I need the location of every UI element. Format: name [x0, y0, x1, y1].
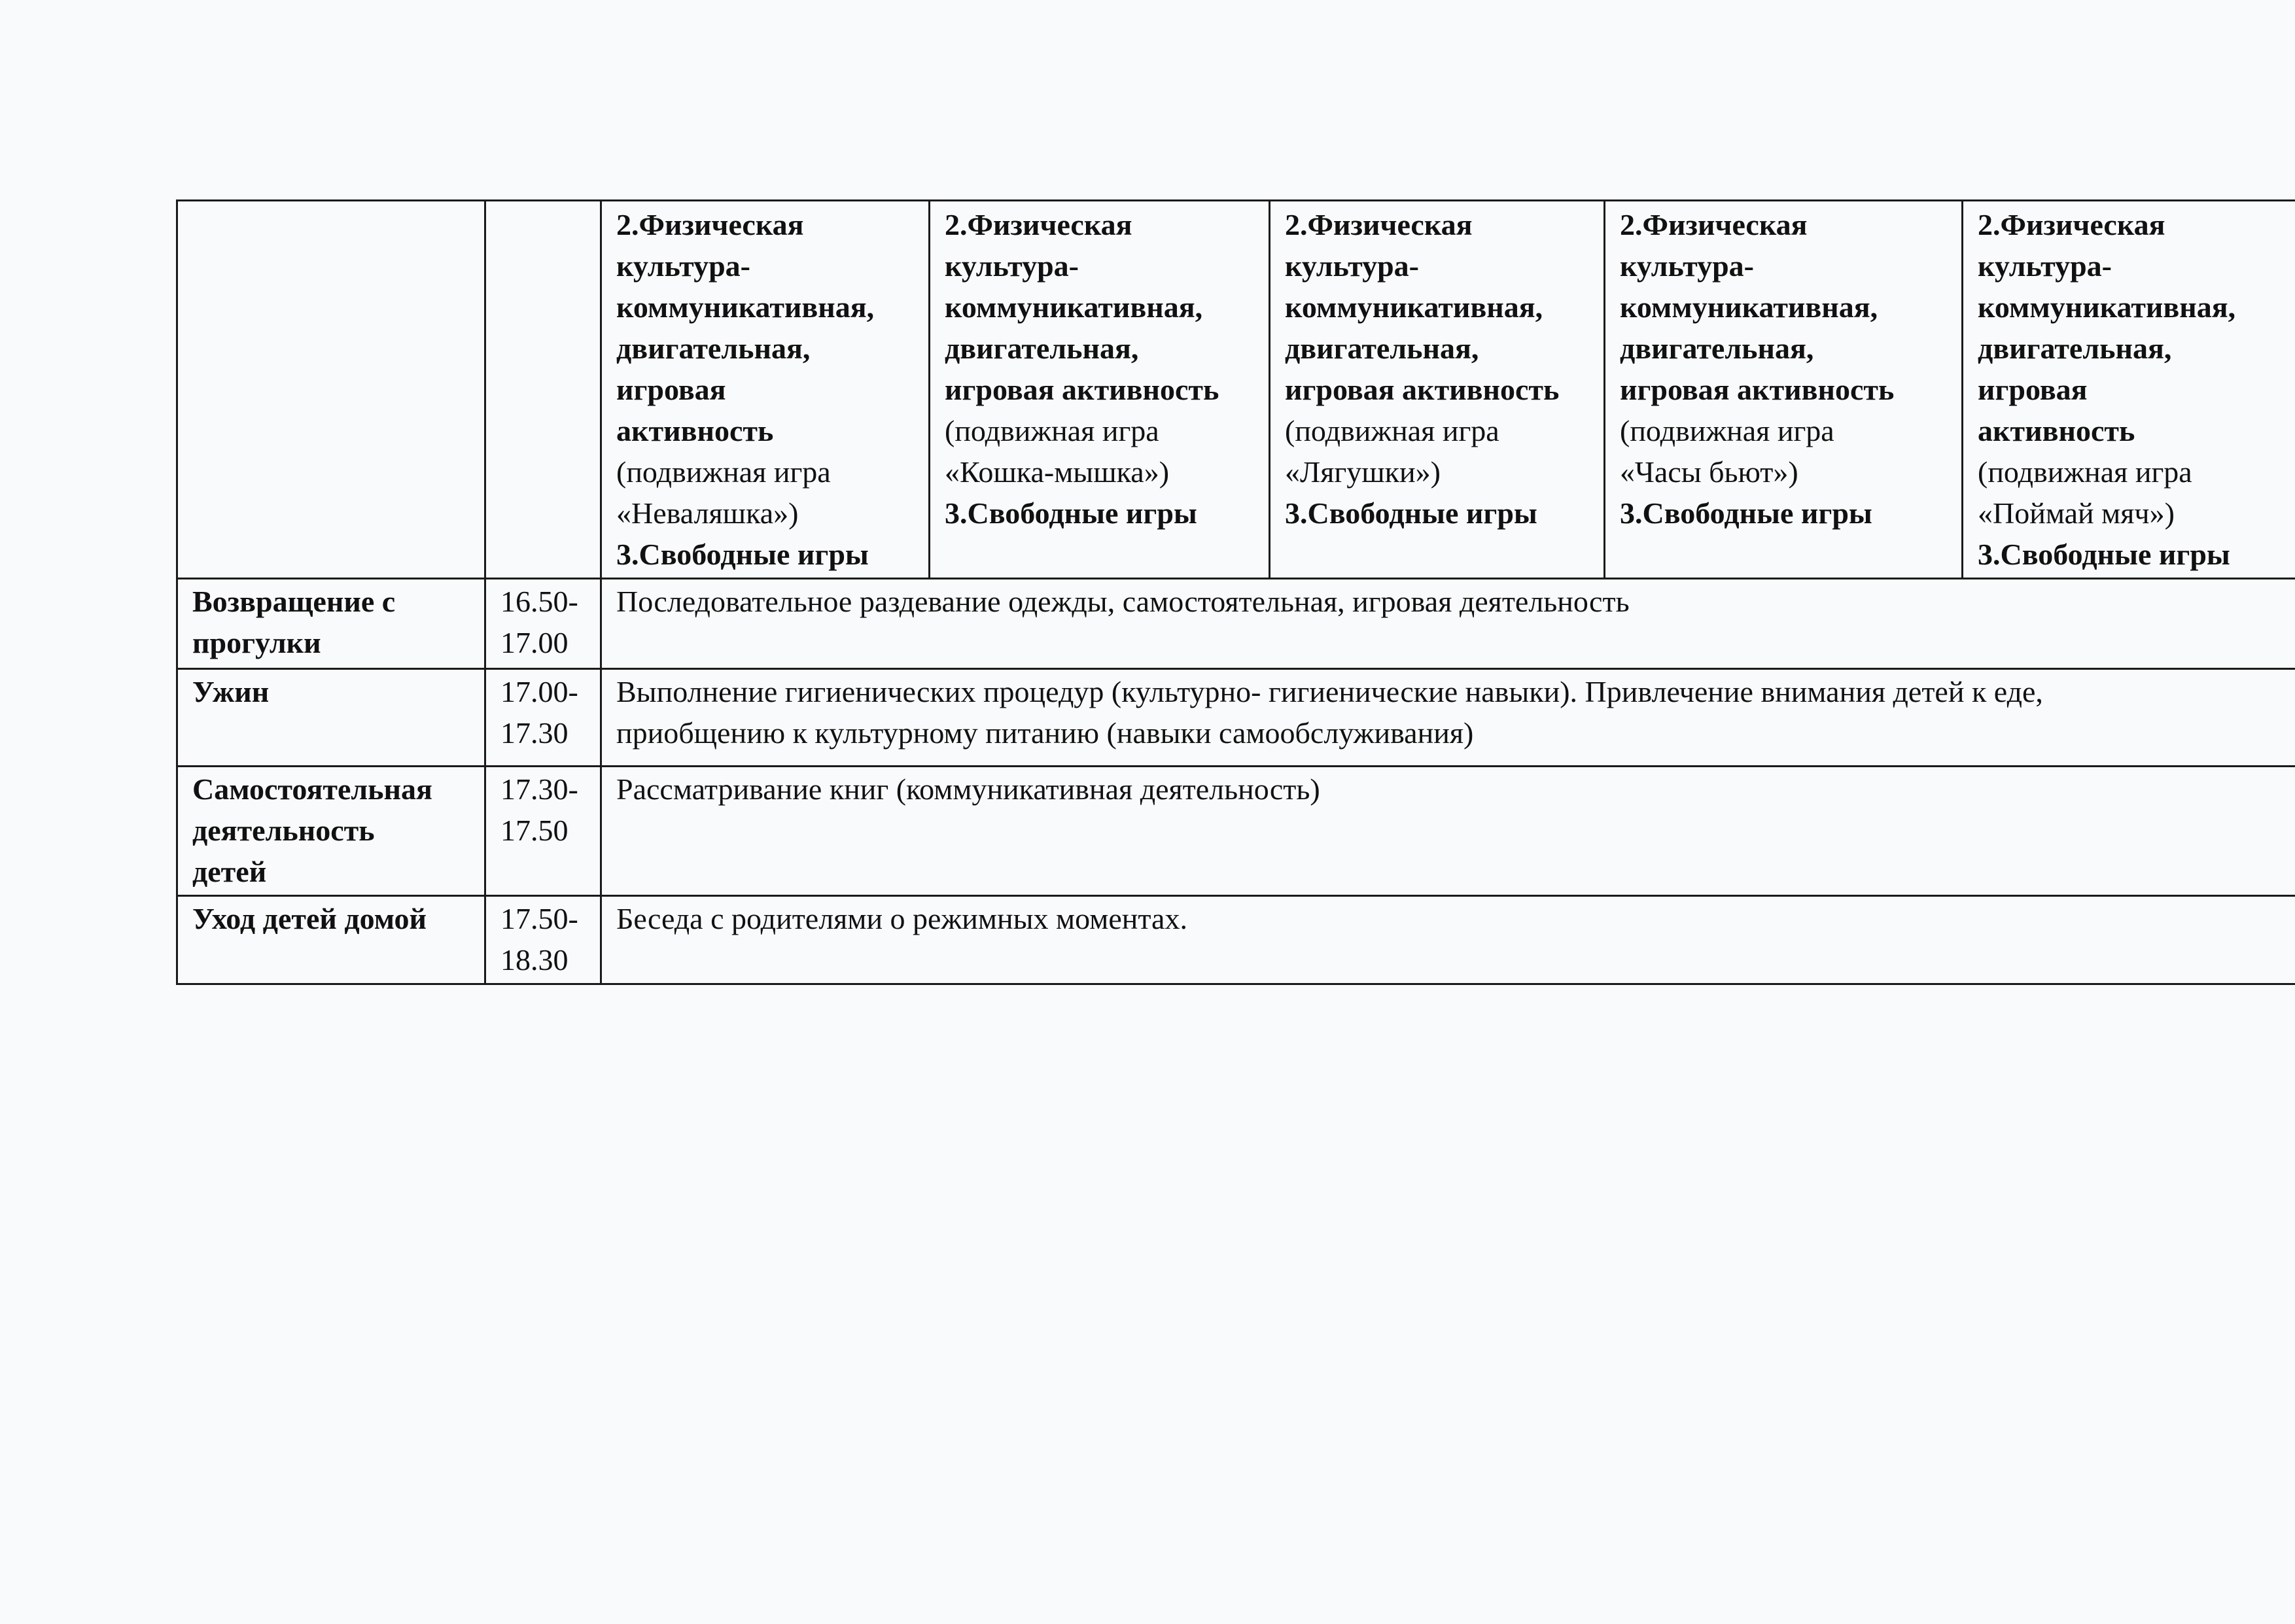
row-content: Беседа с родителями о режимных моментах.: [601, 896, 2295, 984]
row-label: [177, 579, 485, 669]
activity-line: двигательная,: [1620, 332, 1814, 365]
time-start: 17.30-: [500, 772, 578, 806]
row-content: Последовательное раздевание одежды, самостоятельная, игровая деятельность: [601, 579, 2295, 669]
row-content: Рассматривание книг (коммуникативная деятельность): [601, 767, 2295, 896]
row-label: [177, 767, 485, 896]
game-name: «Кошка-мышка»): [945, 455, 1170, 489]
activity-line: коммуникативная,: [1285, 290, 1543, 324]
activity-title: 2.Физическая: [616, 208, 804, 241]
activity-cell-5: [1963, 201, 2295, 579]
activity-line: активность: [616, 414, 774, 447]
game-line: (подвижная игра: [1620, 414, 1834, 447]
activity-line: двигательная,: [1978, 332, 2172, 365]
activity-title: 2.Физическая: [1620, 208, 1808, 241]
row-time: [485, 669, 601, 767]
row-label-line: Самостоятельная: [192, 772, 432, 806]
row-content-line: Выполнение гигиенических процедур (культурно- гигиенические навыки). Привлечение внимания детей к еде,: [616, 675, 2043, 708]
free-games: 3.Свободные игры: [1620, 496, 1872, 530]
activity-cell-4: [1605, 201, 1963, 579]
game-line: (подвижная игра: [945, 414, 1159, 447]
activity-title: 2.Физическая: [1978, 208, 2165, 241]
activity-line: коммуникативная,: [1620, 290, 1878, 324]
activity-line: двигательная,: [616, 332, 811, 365]
row-label: [177, 669, 485, 767]
time-start: 16.50-: [500, 585, 578, 618]
activity-line: игровая активность: [1285, 373, 1560, 406]
row-label-line: прогулки: [192, 626, 321, 659]
free-games: 3.Свободные игры: [1285, 496, 1537, 530]
schedule-row-home: [177, 896, 2295, 984]
activity-line: игровая: [616, 373, 726, 406]
activity-line: коммуникативная,: [945, 290, 1203, 324]
time-start: 17.50-: [500, 902, 578, 935]
game-line: (подвижная игра: [1285, 414, 1499, 447]
activity-line: культура-: [1285, 249, 1419, 283]
activities-row: [177, 201, 2295, 579]
time-end: 17.50: [500, 814, 569, 847]
activity-line: игровая: [1978, 373, 2088, 406]
row-time: [485, 579, 601, 669]
time-end: 17.30: [500, 716, 569, 750]
row-label-line: детей: [192, 855, 267, 888]
free-games: 3.Свободные игры: [945, 496, 1197, 530]
activity-line: коммуникативная,: [1978, 290, 2236, 324]
activity-cell-2: [930, 201, 1270, 579]
row-content: [601, 669, 2295, 767]
activity-line: культура-: [945, 249, 1079, 283]
schedule-row-independent: [177, 767, 2295, 896]
time-end: 18.30: [500, 943, 569, 976]
activity-line: игровая активность: [945, 373, 1219, 406]
game-name: «Неваляшка»): [616, 496, 799, 530]
game-name: «Часы бьют»): [1620, 455, 1798, 489]
game-name: «Лягушки»): [1285, 455, 1441, 489]
row-time: [485, 767, 601, 896]
activity-line: двигательная,: [1285, 332, 1479, 365]
row-label-line: Ужин: [192, 675, 270, 708]
empty-time-cell: [485, 201, 601, 579]
time-end: 17.00: [500, 626, 569, 659]
activity-line: культура-: [1978, 249, 2112, 283]
row-label-line: Возвращение с: [192, 585, 396, 618]
row-time: [485, 896, 601, 984]
activity-title: 2.Физическая: [945, 208, 1132, 241]
schedule-table: [176, 199, 2295, 985]
activity-line: игровая активность: [1620, 373, 1895, 406]
row-content-line: приобщению к культурному питанию (навыки самообслуживания): [616, 716, 1474, 750]
game-line: (подвижная игра: [616, 455, 831, 489]
activity-line: культура-: [616, 249, 750, 283]
free-games: 3.Свободные игры: [1978, 538, 2230, 571]
activity-title: 2.Физическая: [1285, 208, 1473, 241]
activity-cell-1: [601, 201, 930, 579]
empty-label-cell: [177, 201, 485, 579]
activity-line: двигательная,: [945, 332, 1139, 365]
time-start: 17.00-: [500, 675, 578, 708]
row-label: [177, 896, 485, 984]
schedule-row-dinner: [177, 669, 2295, 767]
free-games: 3.Свободные игры: [616, 538, 869, 571]
activity-cell-3: [1270, 201, 1605, 579]
activity-line: культура-: [1620, 249, 1754, 283]
activity-line: активность: [1978, 414, 2135, 447]
game-line: (подвижная игра: [1978, 455, 2192, 489]
schedule-row-return: [177, 579, 2295, 669]
row-label-line: Уход детей домой: [192, 902, 427, 935]
row-label-line: деятельность: [192, 814, 375, 847]
activity-line: коммуникативная,: [616, 290, 875, 324]
game-name: «Поймай мяч»): [1978, 496, 2175, 530]
